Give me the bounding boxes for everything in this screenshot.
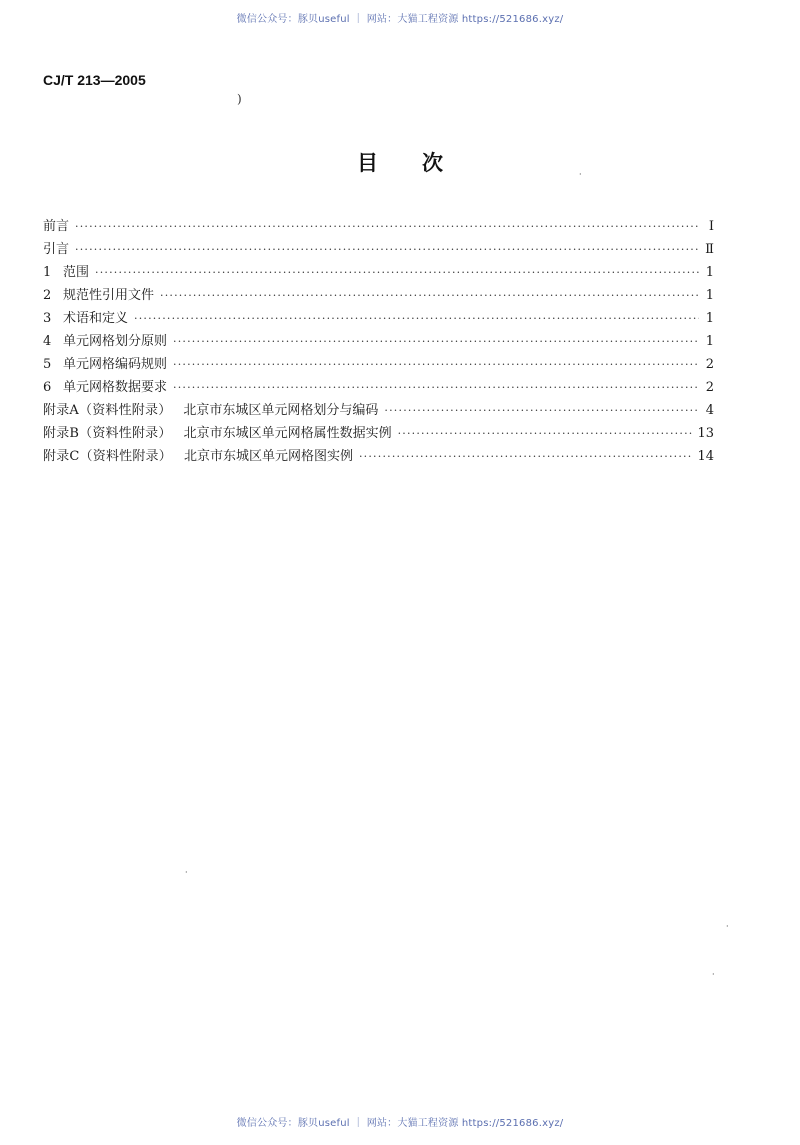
toc-leader-dots [75, 220, 699, 233]
toc-entry-number: 4 [43, 334, 52, 349]
toc-entry-preface[interactable] [43, 215, 714, 238]
toc-entry-number: 5 [43, 357, 52, 372]
toc-entry-label: 术语和定义 [63, 311, 129, 326]
toc-entry-number: 1 [43, 265, 52, 280]
toc-entry-label: 附录A（资料性附录） [43, 403, 172, 418]
scan-speck: · [712, 970, 715, 979]
toc-leader-dots [134, 312, 699, 325]
scan-speck: · [185, 868, 188, 877]
toc-entry-page: 2 [705, 380, 714, 395]
toc-entry-page: 1 [705, 334, 714, 349]
toc-entry-label: 附录B（资料性附录） [43, 426, 172, 441]
toc-leader-dots [160, 289, 699, 302]
toc-leader-dots [75, 243, 699, 256]
toc-leader-dots [398, 427, 693, 440]
toc-entry-number: 6 [43, 380, 52, 395]
toc-entry-description: 北京市东城区单元网格划分与编码 [183, 403, 379, 418]
toc-entry-description: 北京市东城区单元网格属性数据实例 [183, 426, 392, 441]
toc-entry-appendix-c[interactable] [43, 445, 714, 468]
toc-leader-dots [173, 381, 699, 394]
toc-entry-number: 3 [43, 311, 52, 326]
toc-entry-page: 1 [705, 288, 714, 303]
page-title: 目次 [357, 151, 487, 175]
toc-entry-page: 2 [705, 357, 714, 372]
toc-leader-dots [173, 358, 699, 371]
toc-entry-introduction[interactable] [43, 238, 714, 261]
toc-entry-number: 2 [43, 288, 52, 303]
toc-entry-coding-rules[interactable] [43, 353, 714, 376]
toc-entry-label: 规范性引用文件 [63, 288, 155, 303]
toc-entry-label: 前言 [43, 219, 70, 234]
toc-entry-normative-references[interactable] [43, 284, 714, 307]
toc-entry-page: Ⅱ [705, 242, 714, 257]
toc-entry-page: 14 [697, 449, 714, 464]
scan-speck: · [579, 170, 582, 179]
toc-entry-division-principles[interactable] [43, 330, 714, 353]
scan-speck: ) [237, 92, 242, 106]
toc-leader-dots [173, 335, 699, 348]
document-code: CJ/T 213—2005 [43, 72, 146, 88]
toc-entry-appendix-a[interactable] [43, 399, 714, 422]
toc-entry-data-requirements[interactable] [43, 376, 714, 399]
toc-entry-scope[interactable] [43, 261, 714, 284]
watermark-bottom: 微信公众号：豚贝useful ｜ 网站：大猫工程资源 https://521686.xyz/ [236, 1118, 564, 1129]
toc-entry-label: 单元网格数据要求 [63, 380, 168, 395]
toc-entry-page: 1 [705, 311, 714, 326]
toc-entry-page: 4 [705, 403, 714, 418]
toc-entry-description: 北京市东城区单元网格图实例 [183, 449, 353, 464]
toc-entry-label: 范围 [63, 265, 90, 280]
table-of-contents [43, 215, 714, 468]
toc-entry-page: Ⅰ [708, 219, 714, 234]
toc-entry-label: 单元网格编码规则 [63, 357, 168, 372]
toc-entry-label: 引言 [43, 242, 70, 257]
toc-entry-appendix-b[interactable] [43, 422, 714, 445]
watermark-top: 微信公众号：豚贝useful ｜ 网站：大猫工程资源 https://521686.xyz/ [236, 14, 564, 25]
toc-entry-page: 13 [697, 426, 714, 441]
toc-entry-label: 单元网格划分原则 [63, 334, 168, 349]
toc-entry-label: 附录C（资料性附录） [43, 449, 172, 464]
toc-entry-terms[interactable] [43, 307, 714, 330]
toc-leader-dots [384, 404, 699, 417]
toc-leader-dots [95, 266, 699, 279]
scan-speck: · [726, 922, 729, 931]
toc-entry-page: 1 [705, 265, 714, 280]
toc-leader-dots [359, 450, 692, 463]
